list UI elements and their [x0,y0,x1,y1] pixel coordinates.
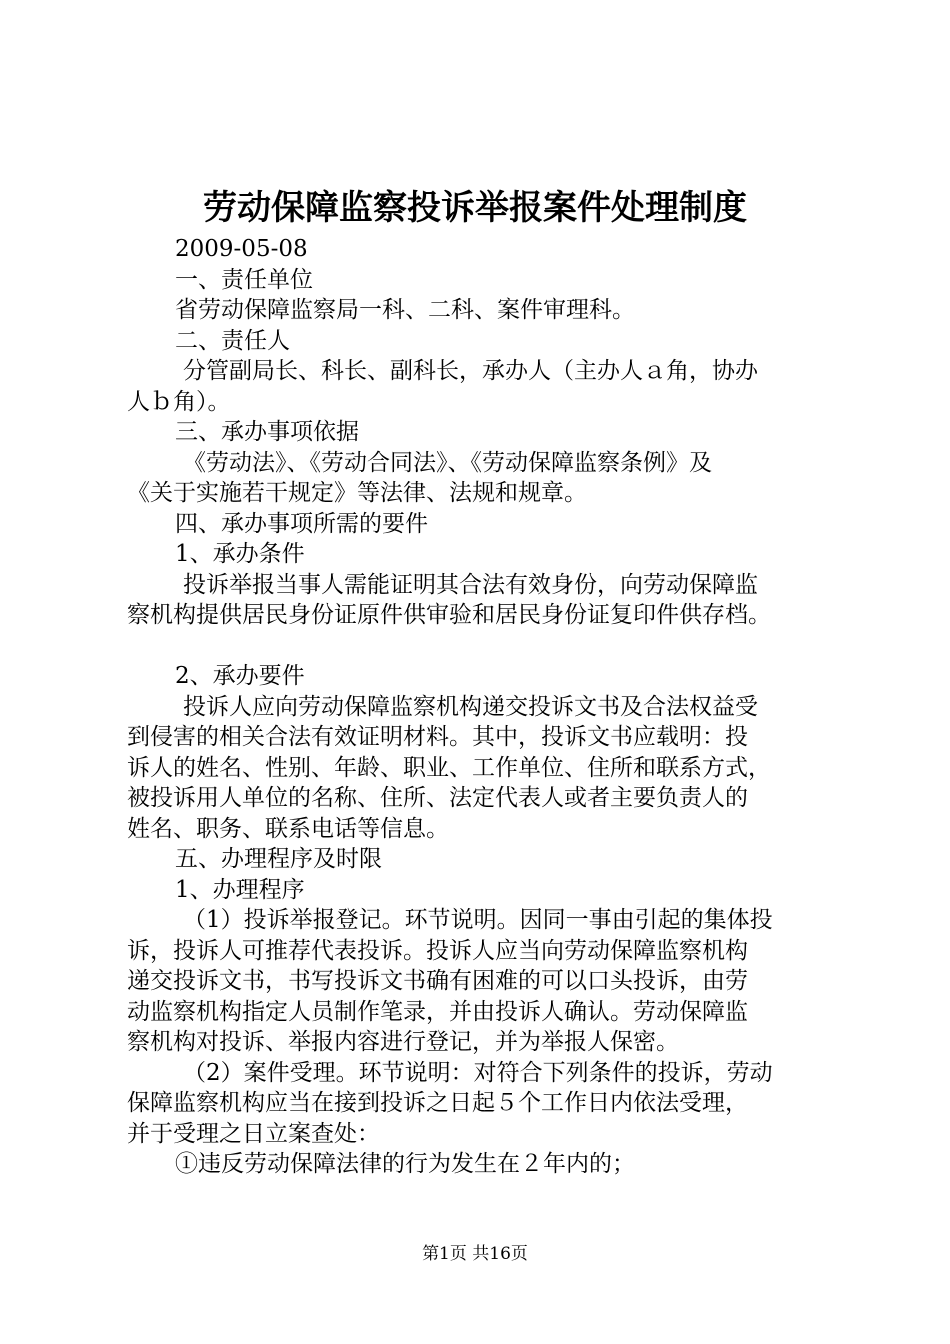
body-line: 分管副局长、科长、副科长，承办人（主办人ａ角，协办 [183,358,758,384]
body-line: （1）投诉举报登记。环节说明。因同一事由引起的集体投 [183,907,773,933]
body-line: 并于受理之日立案查处： [127,1120,380,1147]
body-line: 二、责任人 [175,327,290,354]
body-line: 四、承办事项所需的要件 [175,510,428,537]
body-line: 递交投诉文书，书写投诉文书确有困难的可以口头投诉，由劳 [127,968,748,994]
body-line: 被投诉用人单位的名称、住所、法定代表人或者主要负责人的 [127,785,748,811]
body-line: 诉人的姓名、性别、年龄、职业、工作单位、住所和联系方式， [127,754,771,781]
body-line: 到侵害的相关合法有效证明材料。其中，投诉文书应载明：投 [127,724,748,750]
body-line: 察机构对投诉、举报内容进行登记，并为举报人保密。 [127,1029,679,1055]
body-line: ①违反劳动保障法律的行为发生在２年内的； [175,1151,635,1177]
body-line: 诉，投诉人可推荐代表投诉。投诉人应当向劳动保障监察机构 [127,937,748,964]
body-line: 投诉人应向劳动保障监察机构递交投诉文书及合法权益受 [183,693,758,720]
body-line: 1、办理程序 [175,876,305,903]
body-line: （2）案件受理。环节说明：对符合下列条件的投诉，劳动 [183,1059,773,1086]
body-line: 投诉举报当事人需能证明其合法有效身份，向劳动保障监 [183,571,758,598]
document-title: 劳动保障监察投诉举报案件处理制度 [203,188,747,228]
document-body [127,234,847,1180]
body-line: 省劳动保障监察局一科、二科、案件审理科。 [175,297,635,323]
blank-line [127,631,847,662]
document-date: 2009-05-08 [175,236,308,262]
body-line: 察机构提供居民身份证原件供审验和居民身份证复印件供存档。 [127,602,771,628]
body-line: 动监察机构指定人员制作笔录，并由投诉人确认。劳动保障监 [127,998,748,1025]
body-line: 《劳动法》、《劳动合同法》、《劳动保障监察条例》及 [183,449,712,476]
body-line: 五、办理程序及时限 [175,846,382,872]
body-line: 保障监察机构应当在接到投诉之日起５个工作日内依法受理， [127,1090,748,1116]
body-line: 一、责任单位 [175,266,313,293]
page-footer: 第1页 共16页 [422,1244,528,1264]
body-line: 《关于实施若干规定》等法律、法规和规章。 [127,480,587,506]
body-line: 三、承办事项依据 [175,419,359,445]
body-line: 1、承办条件 [175,541,305,567]
body-line: 2、承办要件 [175,663,305,689]
body-line: 人ｂ角）。 [127,388,231,415]
body-line: 姓名、职务、联系电话等信息。 [127,815,449,842]
